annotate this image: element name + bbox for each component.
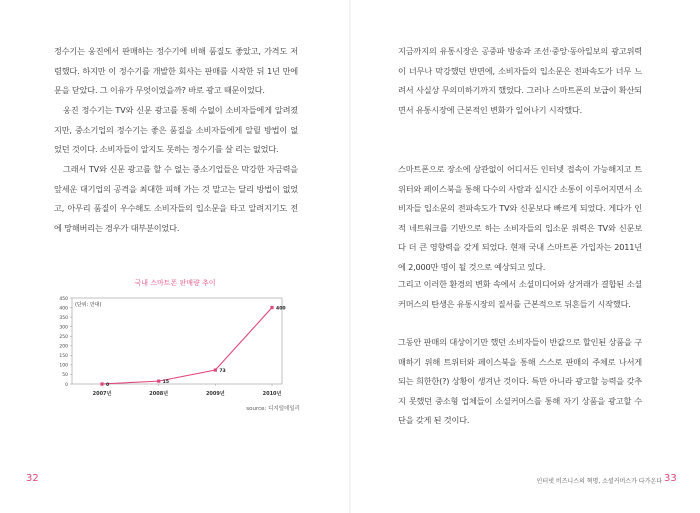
data-point	[157, 380, 160, 383]
x-tick-label: 2010년	[262, 391, 282, 397]
y-tick-label: 200	[59, 344, 68, 350]
unit-label: (단위: 만대)	[75, 302, 102, 308]
data-label: 0	[106, 383, 110, 388]
y-tick-label: 250	[59, 335, 68, 341]
plot-frame	[72, 298, 282, 384]
y-tick-label: 100	[59, 363, 68, 369]
data-point	[270, 306, 273, 309]
body-paragraph-6: 그리고 이러한 환경의 변화 속에서 소셜미디어와 상거래가 결합된 소셜커머스의 탄생은 유통시장의 질서를 근본적으로 뒤흔들기 시작했다.	[398, 279, 642, 309]
y-tick-label: 350	[59, 315, 68, 321]
y-tick-label: 300	[59, 325, 68, 331]
x-tick-label: 2009년	[205, 391, 225, 397]
right-page	[350, 0, 700, 513]
page-number-right: 33	[664, 473, 677, 484]
series-line	[102, 308, 272, 384]
page-number-left: 32	[26, 473, 39, 484]
x-tick-label: 2008년	[149, 391, 169, 397]
body-paragraph-1: 정수기는 웅진에서 판매하는 정수기에 비해 품질도 좋았고, 가격도 저렴했다. 하지만 이 정수기를 개발한 회사는 판매를 시작한 뒤 1년 만에 문을 닫았다. 그 이유가 무엇이었을까? 바로 광고 때문이었다.	[54, 46, 298, 95]
chart-title: 국내 스마트폰 판매량 추이	[134, 279, 216, 287]
y-tick-label: 450	[59, 296, 68, 302]
y-tick-label: 400	[59, 306, 68, 312]
body-paragraph-3: 그래서 TV와 신문 광고를 할 수 없는 중소기업들은 막강한 자금력을 앞세운 대기업의 공격을 최대한 피해 가는 것 말고는 달리 방법이 없었고, 아무리 품질이 우수해도 소비자들의 입소문을 타고 알려지기도 전에 망해버리는 경우가 대부분이었다.	[54, 164, 298, 233]
body-paragraph-5: 스마트폰으로 장소에 상관없이 어디서든 인터넷 접속이 가능해지고 트위터와 페이스북을 통해 다수의 사람과 실시간 소통이 이루어지면서 소비자들 입소문의 전파속도가 TV와 신문보다 빠르게 되었다. 게다가 인적 네트워크를 기반으로 하는 소비자들의 입소문 위력은 TV와 신문보다 더 큰 영향력을 갖게 되었다. 현재 국내 스마트폰 가입자는 2011년에 2,000만 명이 될 것으로 예상되고 있다.	[398, 164, 642, 272]
body-paragraph-2: 웅진 정수기는 TV와 신문 광고를 통해 수없이 소비자들에게 알려졌지만, 중소기업의 정수기는 좋은 품질을 소비자들에게 알릴 방법이 없었던 것이다. 소비자들이 알지도 못하는 정수기를 살 리는 없었다.	[54, 105, 298, 154]
y-tick-label: 0	[65, 382, 68, 388]
data-point	[100, 382, 103, 385]
data-label: 400	[276, 306, 286, 312]
data-point	[214, 368, 217, 371]
body-paragraph-7: 그동안 판매의 대상이기만 했던 소비자들이 반값으로 할인된 상품을 구매하기 위해 트위터와 페이스북을 통해 스스로 판매의 주체로 나서게 되는 희한한(?) 상황이 생겨난 것이다. 특만 아니라 광고할 능력을 갖추지 못했던 중소형 업체들이 소셜커머스를 통해 자기 상품을 광고할 수단을 갖게 된 것이다.	[398, 337, 642, 425]
running-head: 인터넷 비즈니스의 혁명, 소셜커머스가 다가온다	[536, 478, 662, 485]
data-label: 73	[219, 369, 226, 375]
y-tick-label: 150	[59, 354, 68, 360]
data-label: 15	[162, 380, 170, 386]
x-tick-label: 2007년	[92, 391, 112, 397]
smartphone-sales-chart	[50, 278, 300, 428]
y-tick-label: 50	[62, 373, 68, 379]
body-paragraph-4: 지금까지의 유통시장은 공중파 방송과 조선·중앙·동아일보의 광고위력이 너무나 막강했던 반면에, 소비자들의 입소문은 전파속도가 너무 느려서 사실상 무의미하기까지 했었다. 그러나 스마트폰의 보급이 확산되면서 유통시장에 근본적인 변화가 일어나기 시작했다.	[398, 46, 642, 115]
chart-source: source: 디지털데일리	[246, 406, 300, 412]
chart-plot	[50, 292, 300, 422]
